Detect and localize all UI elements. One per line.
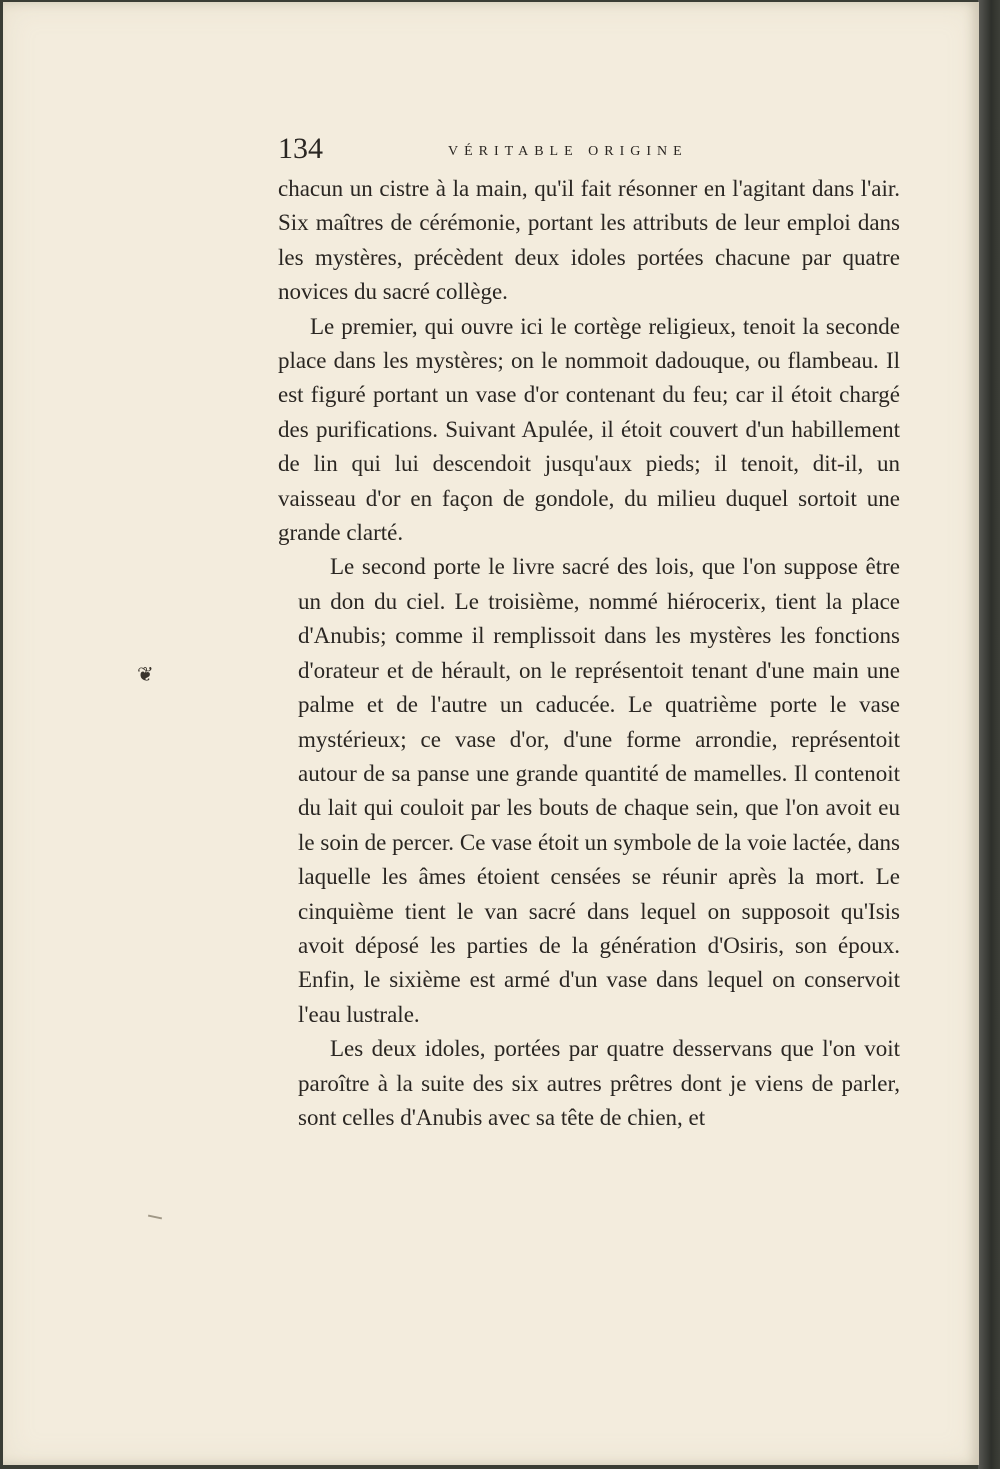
book-edge [978, 0, 1000, 1469]
running-title: VÉRITABLE ORIGINE [448, 144, 688, 159]
page-header [278, 132, 900, 176]
paragraph: chacun un cistre à la main, qu'il fait résonner en l'agitant dans l'air. Six maîtres de cérémonie, portant les attributs de leur emploi dans les mystères, précèdent deux idoles portées chacune par quatre novices du sacré collège. [278, 176, 900, 305]
paragraph: Le second porte le livre sacré des lois, que l'on suppose être un don du ciel. Le troisième, nommé hiérocerix, tient la place d'Anubis; comme il remplissoit dans les mystères les fonctions d'orateur et de hérault, on le représentoit tenant d'une main une palme et de l'autre un caducée. Le quatrième porte le vase mystérieux; ce vase d'or, d'une forme arrondie, représentoit autour de sa panse une grande quantité de mamelles. Il contenoit du lait qui couloit par les bouts de chaque sein, que l'on avoit eu le soin de percer. Ce vase étoit un symbole de la voie lactée, dans laquelle les âmes étoient censées se réunir après la mort. Le cinquième tient le van sacré dans lequel on supposoit qu'Isis avoit déposé les parties de la génération d'Osiris, son époux. Enfin, le sixième est armé d'un vase dans lequel on conservoit l'eau lustrale. [298, 554, 900, 1027]
body-text [278, 172, 900, 1135]
paragraph: Le premier, qui ouvre ici le cortège religieux, tenoit la seconde place dans les mystères; on le nommoit dadouque, ou flambeau. Il est figuré portant un vase d'or contenant du feu; car il étoit chargé des purifications. Suivant Apulée, il étoit couvert d'un habillement de lin qui lui descendoit jusqu'aux pieds; il tenoit, dit-il, un vaisseau d'or en façon de gondole, du milieu duquel sortoit une grande clarté. [278, 313, 900, 546]
page-number: 134 [278, 132, 323, 165]
margin-mark-icon: ❦ [137, 662, 154, 686]
paragraph: Les deux idoles, portées par quatre desservans que l'on voit paroître à la suite des six autres prêtres dont je viens de parler, sont celles d'Anubis avec sa tête de chien, et [298, 1036, 900, 1130]
